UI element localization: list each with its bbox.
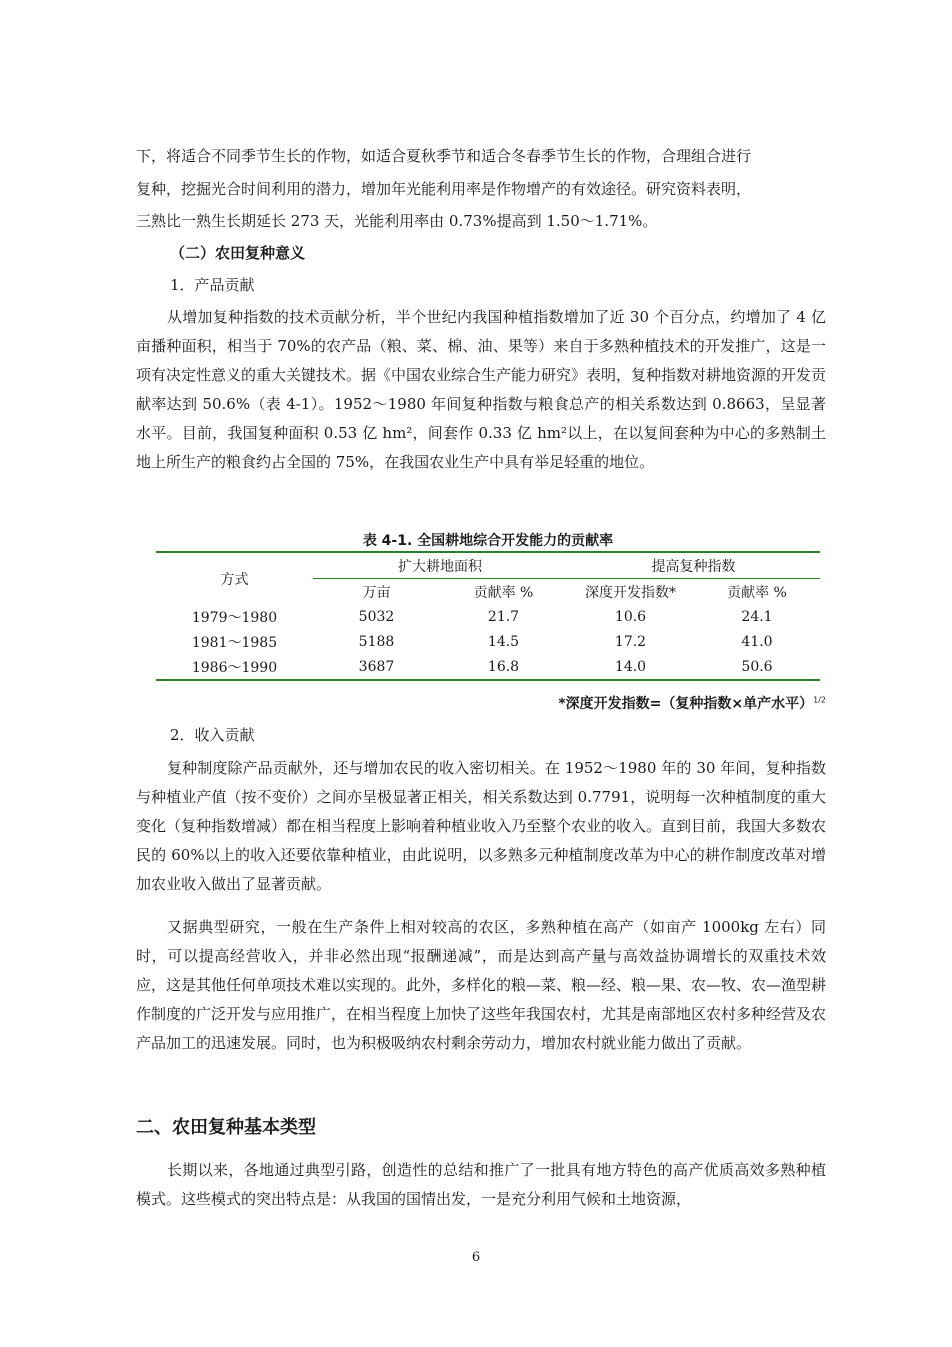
cell-period: 1981～1985: [191, 634, 278, 651]
table-row: [156, 629, 820, 654]
chapter-heading: 二、农田复种基本类型: [136, 1117, 316, 1138]
section-heading: （二）农田复种意义: [170, 244, 306, 262]
table-row: [156, 654, 820, 680]
paragraph-typical-research: 又据典型研究，一般在生产条件上相对较高的农区，多熟种植在高产（如亩产 1000kg 左右）同时，可以提高经营收入，并非必然出现“报酬递减”，而是达到高产量与高效益协调增长的双重技术效应，这是其他任何单项技术难以实现的。此外，多样化的粮—菜、粮—经、粮—果、农—牧、农—渔型耕作制度的广泛开发与应用推广，在相当程度上加快了这些年我国农村，尤其是南部地区农村多种经营及农产品加工的迅速发展。同时，也为积极吸纳农村剩余劳动力，增加农村就业能力做出了贡献。: [136, 918, 827, 1052]
header-group-index: 提高复种指数: [567, 552, 820, 579]
contribution-table: [156, 551, 820, 681]
cell-area: 5188: [358, 633, 395, 650]
table-note-exponent: 1/2: [813, 695, 826, 705]
intro-line-3: 三熟比一熟生长期延长 273 天，光能利用率由 0.73%提高到 1.50～1.71%。: [136, 212, 658, 230]
cell-period: 1979～1980: [191, 609, 278, 626]
intro-line-1: 下，将适合不同季节生长的作物，如适合夏秋季节和适合冬春季节生长的作物，合理组合进行: [136, 147, 752, 165]
cell-area: 3687: [313, 654, 440, 680]
cell-depth: 17.2: [614, 633, 647, 650]
table-caption: 表 4-1. 全国耕地综合开发能力的贡献率: [362, 533, 614, 549]
cell-depth: 14.0: [567, 654, 694, 680]
header-wanmu: 万亩: [362, 584, 391, 601]
cell-depth: 10.6: [614, 608, 647, 625]
cell-rate-index: 24.1: [741, 608, 773, 625]
table-note-text: *深度开发指数=（复种指数×单产水平）: [558, 696, 814, 712]
paragraph-product-contribution: 从增加复种指数的技术贡献分析，半个世纪内我国种植指数增加了近 30 个百分点，约增加了 4 亿亩播种面积，相当于 70%的农产品（粮、菜、棉、油、果等）来自于多熟种植技术的开发推广，这是一项有决定性意义的重大关键技术。据《中国农业综合生产能力研究》表明，复种指数对耕地资源的开发贡献率达到 50.6%（表 4-1）。1952～1980 年间复种指数与粮食总产的相关系数达到 0.8663，呈显著水平。目前，我国复种面积 0.53 亿 hm²，间套作 0.33 亿 hm²以上，在以复间套种为中心的多熟制土地上所生产的粮食约占全国的 75%，在我国农业生产中具有举足轻重的地位。: [136, 308, 827, 471]
header-rate-1: 贡献率 %: [473, 584, 534, 601]
cell-rate-area: 14.5: [487, 633, 520, 650]
header-rate-2: 贡献率 %: [727, 584, 787, 601]
cell-area: 5032: [358, 608, 395, 625]
cell-rate-area: 16.8: [440, 654, 567, 680]
table-row: [156, 604, 820, 629]
paragraph-types-intro: 长期以来，各地通过典型引路，创造性的总结和推广了一批具有地方特色的高产优质高效多熟种植模式。这些模式的突出特点是：从我国的国情出发，一是充分利用气候和土地资源，: [136, 1161, 826, 1208]
cell-period: 1986～1990: [156, 654, 313, 680]
intro-line-2: 复种，挖掘光合时间利用的潜力，增加年光能利用率是作物增产的有效途径。研究资料表明，: [136, 180, 752, 198]
subsection-title-2: 2．收入贡献: [170, 726, 255, 744]
page-number: 6: [471, 1250, 481, 1265]
table-note: [558, 693, 826, 713]
cell-rate-index: 41.0: [741, 633, 773, 650]
cell-rate-area: 21.7: [487, 608, 520, 625]
header-depth-index: 深度开发指数*: [585, 584, 676, 601]
header-group-area: 扩大耕地面积: [313, 552, 567, 579]
cell-rate-index: 50.6: [694, 654, 820, 680]
subsection-title-1: 1．产品贡献: [170, 276, 255, 294]
header-method: 方式: [220, 571, 249, 588]
paragraph-income-contribution: 复种制度除产品贡献外，还与增加农民的收入密切相关。在 1952～1980 年的 30 年间，复种指数与种植业产值（按不变价）之间亦呈极显著正相关，相关系数达到 0.7791，说明每一次种植制度的重大变化（复种指数增减）都在相当程度上影响着种植业收入乃至整个农业的收入。直到目前，我国大多数农民的 60%以上的收入还要依靠种植业，由此说明，以多熟多元种植制度改革为中心的耕作制度改革对增加农业收入做出了显著贡献。: [136, 759, 827, 893]
